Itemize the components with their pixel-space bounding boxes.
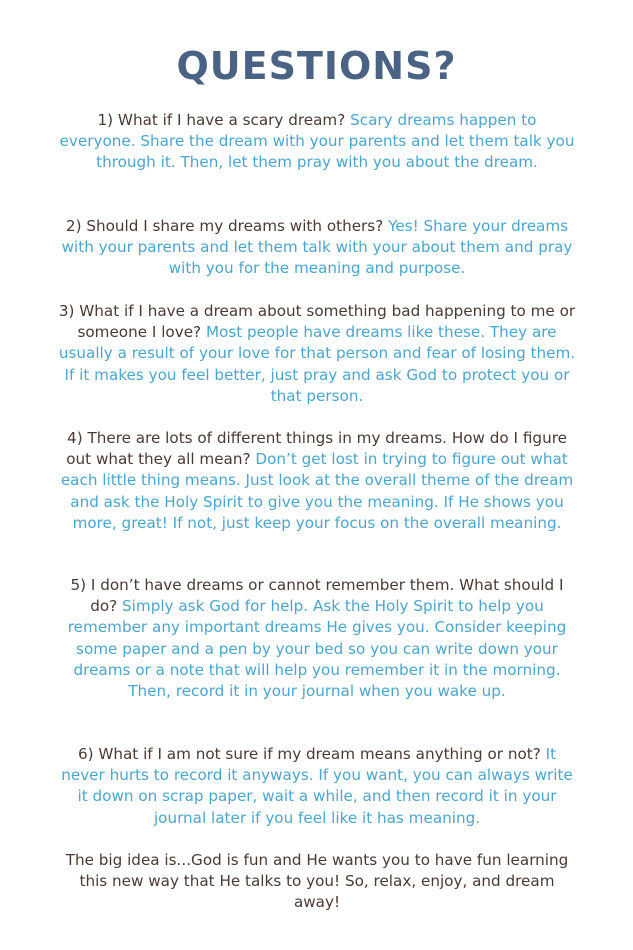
question-1: 1) What if I have a scary dream? [97, 111, 346, 129]
closing-text: The big idea is...God is fun and He wants you to have fun learning this new way that He talks to you! So, relax, enjoy, and dream away! [65, 851, 569, 912]
question-4: 4) There are lots of different things in my dreams. How do I figure out what they all mean? [66, 429, 567, 469]
answer-3: Most people have dreams like these. They are usually a result of your love for that person and fear of losing them. If it makes you feel better, just pray and ask God to protect you or that person. [58, 323, 576, 405]
qa-item-1 [58, 110, 576, 174]
qa-item-4 [58, 428, 576, 534]
question-2: 2) Should I share my dreams with others? [65, 217, 384, 235]
answer-6: It never hurts to record it anyways. If you want, you can always write it down on scrap paper, wait a while, and then record it in your journal later if you feel like it has meaning. [61, 745, 573, 827]
answer-2: Yes! Share your dreams with your parents and let them talk with your about them and pray with you for the meaning and purpose. [61, 217, 573, 278]
qa-item-6 [58, 744, 576, 829]
page-title: QUESTIONS? [176, 44, 457, 88]
answer-5: Simply ask God for help. Ask the Holy Spirit to help you remember any important dreams He gives you. Consider keeping some paper and a pen by your bed so you can write down your dreams or a note that will help you remember it in the morning. Then, record it in your journal when you wake up. [67, 597, 567, 701]
answer-4: Don’t get lost in trying to figure out what each little thing means. Just look at the overall theme of the dream and ask the Holy Spirit to give you the meaning. If He shows you more, great! If not, just keep your focus on the overall meaning. [60, 450, 574, 532]
question-5: 5) I don’t have dreams or cannot remember them. What should I do? [70, 576, 564, 616]
qa-item-3 [58, 301, 576, 407]
qa-item-5 [58, 575, 576, 702]
qa-item-2 [58, 216, 576, 280]
question-3: 3) What if I have a dream about something bad happening to me or someone I love? [58, 302, 576, 342]
answer-1: Scary dreams happen to everyone. Share the dream with your parents and let them talk you through it. Then, let them pray with you about the dream. [59, 111, 575, 172]
question-6: 6) What if I am not sure if my dream means anything or not? [77, 745, 541, 763]
